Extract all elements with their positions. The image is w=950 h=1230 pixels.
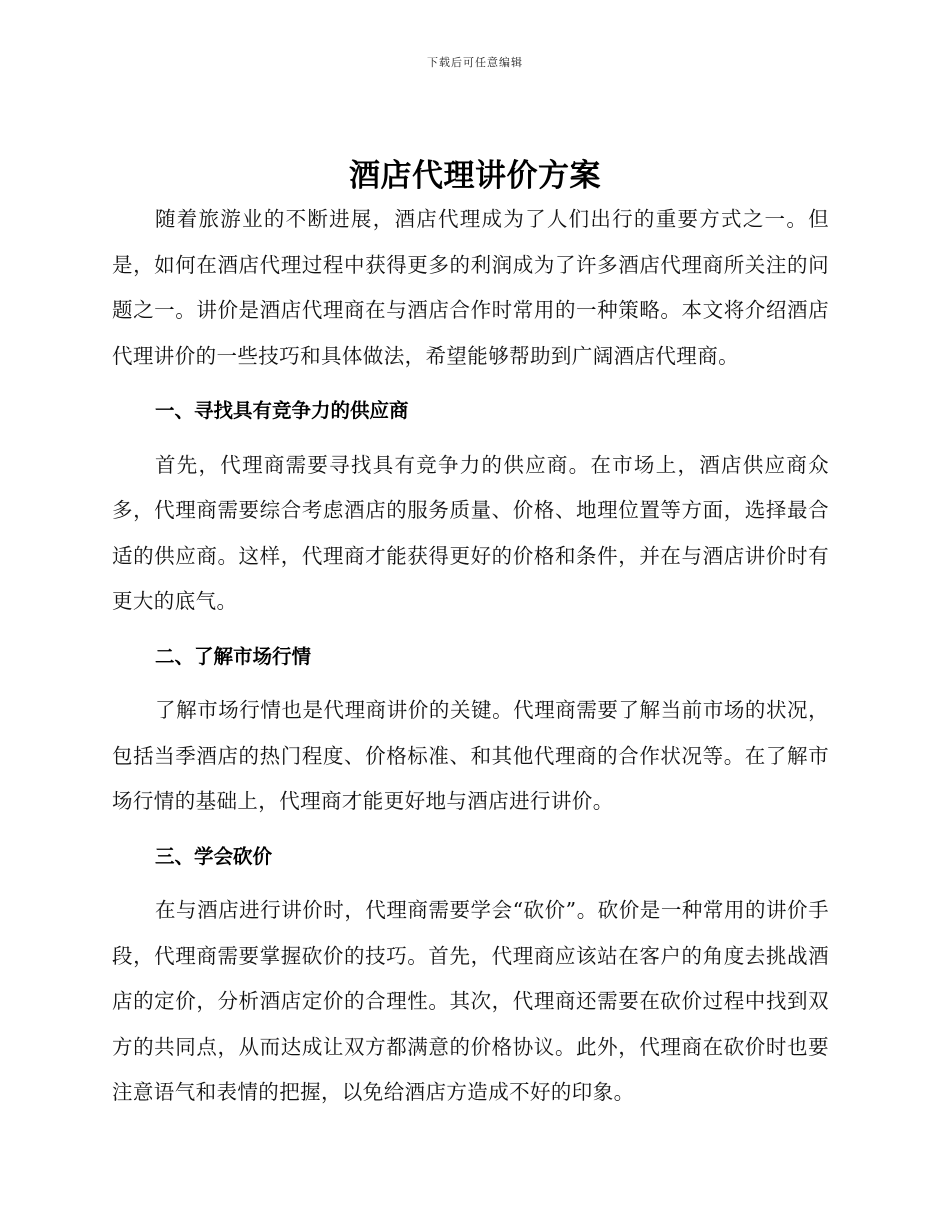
document-title: 酒店代理讲价方案 xyxy=(349,158,601,194)
section-paragraph-3: 在与酒店进行讲价时，代理商需要学会“砍价”。砍价是一种常用的讲价手段，代理商需要掌握砍价的技巧。首先，代理商应该站在客户的角度去挑战酒店的定价，分析酒店定价的合理性。其次，代理商还需要在砍价过程中找到双方的共同点，从而达成让双方都满意的价格协议。此外，代理商在砍价时也要注意语气和表情的把握，以免给酒店方造成不好的印象。 xyxy=(112,898,829,1104)
section-heading-3: 三、学会砍价 xyxy=(155,844,273,868)
document-body xyxy=(112,197,829,1116)
section-heading-1: 一、寻找具有竞争力的供应商 xyxy=(155,399,409,422)
intro-paragraph: 随着旅游业的不断进展，酒店代理成为了人们出行的重要方式之一。但是，如何在酒店代理过程中获得更多的利润成为了许多酒店代理商所关注的问题之一。讲价是酒店代理商在与酒店合作时常用的一种策略。本文将介绍酒店代理讲价的一些技巧和具体做法，希望能够帮助到广阔酒店代理商。 xyxy=(112,207,829,368)
section-paragraph-2: 了解市场行情也是代理商讲价的关键。代理商需要了解当前市场的状况，包括当季酒店的热门程度、价格标准、和其他代理商的合作状况等。在了解市场行情的基础上，代理商才能更好地与酒店进行讲价。 xyxy=(112,698,829,813)
section-paragraph-1: 首先，代理商需要寻找具有竞争力的供应商。在市场上，酒店供应商众多，代理商需要综合考虑酒店的服务质量、价格、地理位置等方面，选择最合适的供应商。这样，代理商才能获得更好的价格和条件，并在与酒店讲价时有更大的底气。 xyxy=(112,452,829,613)
header-note: 下载后可任意编辑 xyxy=(427,56,523,69)
section-heading-2: 二、了解市场行情 xyxy=(155,644,312,668)
